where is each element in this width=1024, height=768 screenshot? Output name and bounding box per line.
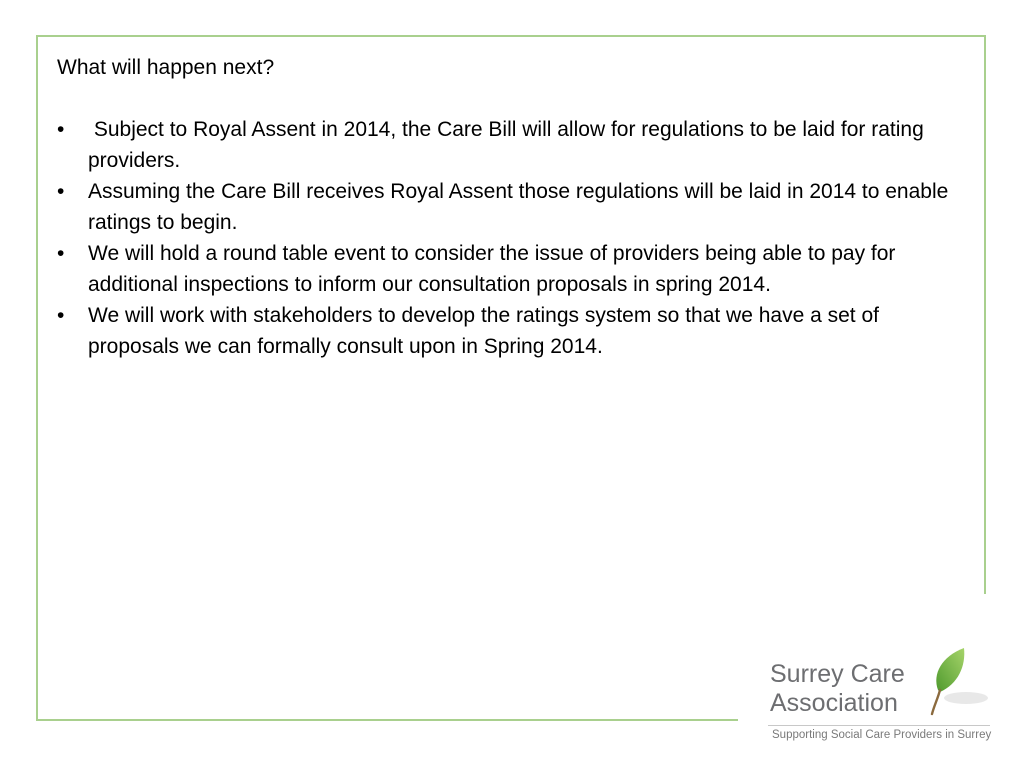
bullet-icon: • <box>57 118 65 141</box>
logo-name-line1: Surrey Care <box>770 660 905 688</box>
slide-content <box>57 52 972 362</box>
logo-tagline: Supporting Social Care Providers in Surrey <box>772 729 992 741</box>
bullet-list <box>57 114 972 362</box>
bullet-icon: • <box>57 242 65 265</box>
bullet-item <box>57 238 972 300</box>
bullet-item <box>57 176 972 238</box>
bullet-text: We will work with stakeholders to develop the ratings system so that we have a set of proposals we can formally consult upon in Spring 2014. <box>88 304 879 358</box>
surrey-care-association-logo <box>768 646 990 746</box>
bullet-icon: • <box>57 304 65 327</box>
bullet-item <box>57 114 972 176</box>
bullet-text: We will hold a round table event to consider the issue of providers being able to pay for additional inspections to inform our consultation proposals in spring 2014. <box>88 242 896 296</box>
bullet-text: Subject to Royal Assent in 2014, the Care Bill will allow for regulations to be laid for rating providers. <box>88 118 930 172</box>
logo-divider <box>768 725 990 726</box>
slide-heading: What will happen next? <box>57 56 275 79</box>
logo-name-line2: Association <box>770 689 898 717</box>
bullet-text: Assuming the Care Bill receives Royal Assent those regulations will be laid in 2014 to enable ratings to begin. <box>88 180 949 234</box>
bullet-item <box>57 300 972 362</box>
leaf-icon <box>926 646 990 716</box>
bullet-icon: • <box>57 180 65 203</box>
